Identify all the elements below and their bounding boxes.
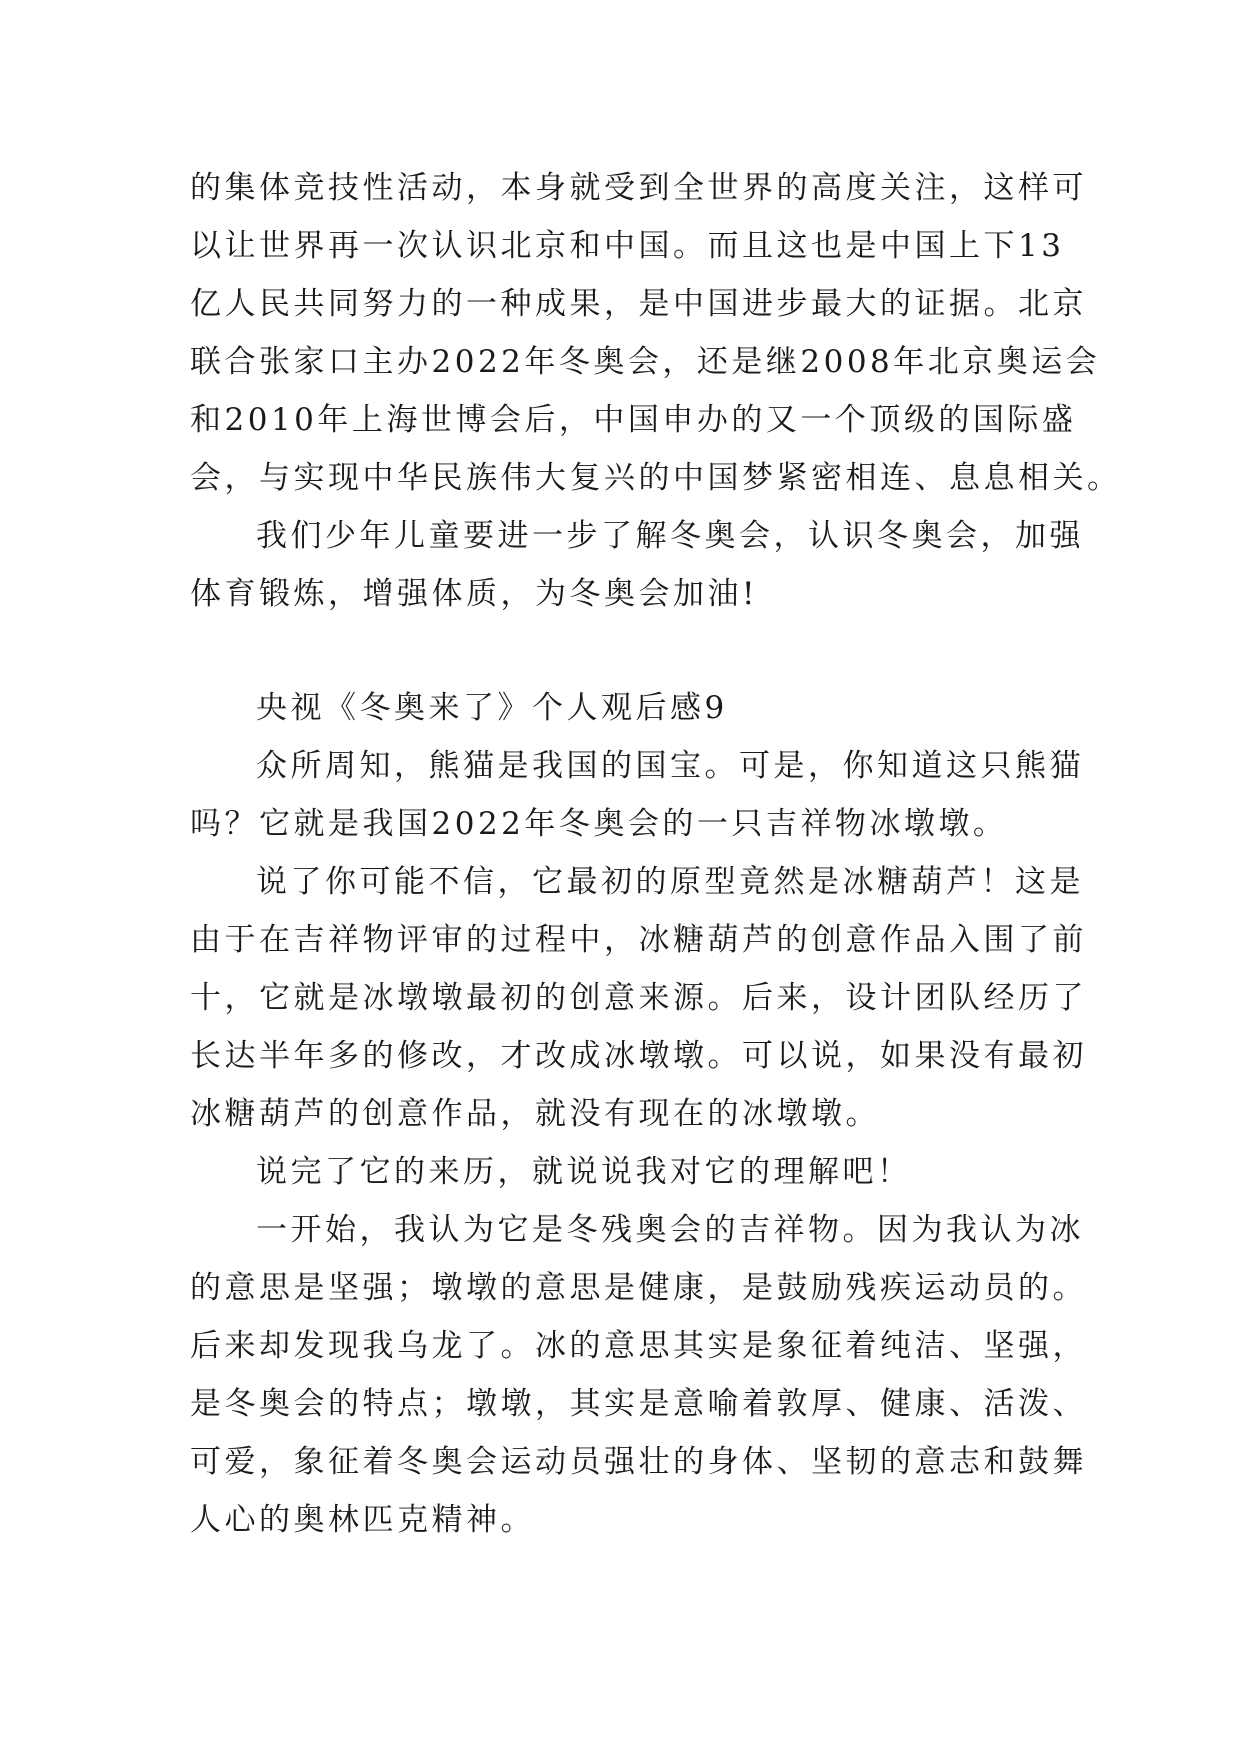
- paragraph-line: 说了你可能不信，它最初的原型竟然是冰糖葫芦！这是: [256, 864, 1084, 900]
- paragraph-line: 人心的奥林匹克精神。: [190, 1502, 535, 1538]
- paragraph-line: 会，与实现中华民族伟大复兴的中国梦紧密相连、息息相关。: [190, 460, 1122, 496]
- paragraph-line: 众所周知，熊猫是我国的国宝。可是，你知道这只熊猫: [256, 748, 1084, 784]
- paragraph-line: 亿人民共同努力的一种成果，是中国进步最大的证据。北京: [190, 286, 1087, 322]
- paragraph-line: 冰糖葫芦的创意作品，就没有现在的冰墩墩。: [190, 1096, 880, 1132]
- paragraph-line: 和2010年上海世博会后，中国申办的又一个顶级的国际盛: [190, 402, 1077, 438]
- paragraph-line: 体育锻炼，增强体质，为冬奥会加油!: [190, 576, 758, 612]
- paragraph-line: 可爱，象征着冬奥会运动员强壮的身体、坚韧的意志和鼓舞: [190, 1444, 1087, 1480]
- paragraph-line: 联合张家口主办2022年冬奥会，还是继2008年北京奥运会: [190, 344, 1101, 380]
- paragraph-line: 长达半年多的修改，才改成冰墩墩。可以说，如果没有最初: [190, 1038, 1087, 1074]
- paragraph-line: 的意思是坚强；墩墩的意思是健康，是鼓励残疾运动员的。: [190, 1270, 1087, 1306]
- paragraph-line: 吗？它就是我国2022年冬奥会的一只吉祥物冰墩墩。: [190, 806, 1008, 842]
- section-title: 央视《冬奥来了》个人观后感9: [256, 690, 728, 726]
- paragraph-line: 一开始，我认为它是冬残奥会的吉祥物。因为我认为冰: [256, 1212, 1084, 1248]
- paragraph-line: 后来却发现我乌龙了。冰的意思其实是象征着纯洁、坚强，: [190, 1328, 1087, 1364]
- paragraph-line: 说完了它的来历，就说说我对它的理解吧！: [256, 1154, 912, 1190]
- paragraph-line: 以让世界再一次认识北京和中国。而且这也是中国上下13: [190, 228, 1065, 264]
- paragraph-line: 是冬奥会的特点；墩墩，其实是意喻着敦厚、健康、活泼、: [190, 1386, 1087, 1422]
- paragraph-line: 十，它就是冰墩墩最初的创意来源。后来，设计团队经历了: [190, 980, 1087, 1016]
- paragraph-line: 的集体竞技性活动，本身就受到全世界的高度关注，这样可: [190, 170, 1087, 206]
- paragraph-line: 由于在吉祥物评审的过程中，冰糖葫芦的创意作品入围了前: [190, 922, 1087, 958]
- paragraph-line: 我们少年儿童要进一步了解冬奥会，认识冬奥会，加强: [256, 518, 1084, 554]
